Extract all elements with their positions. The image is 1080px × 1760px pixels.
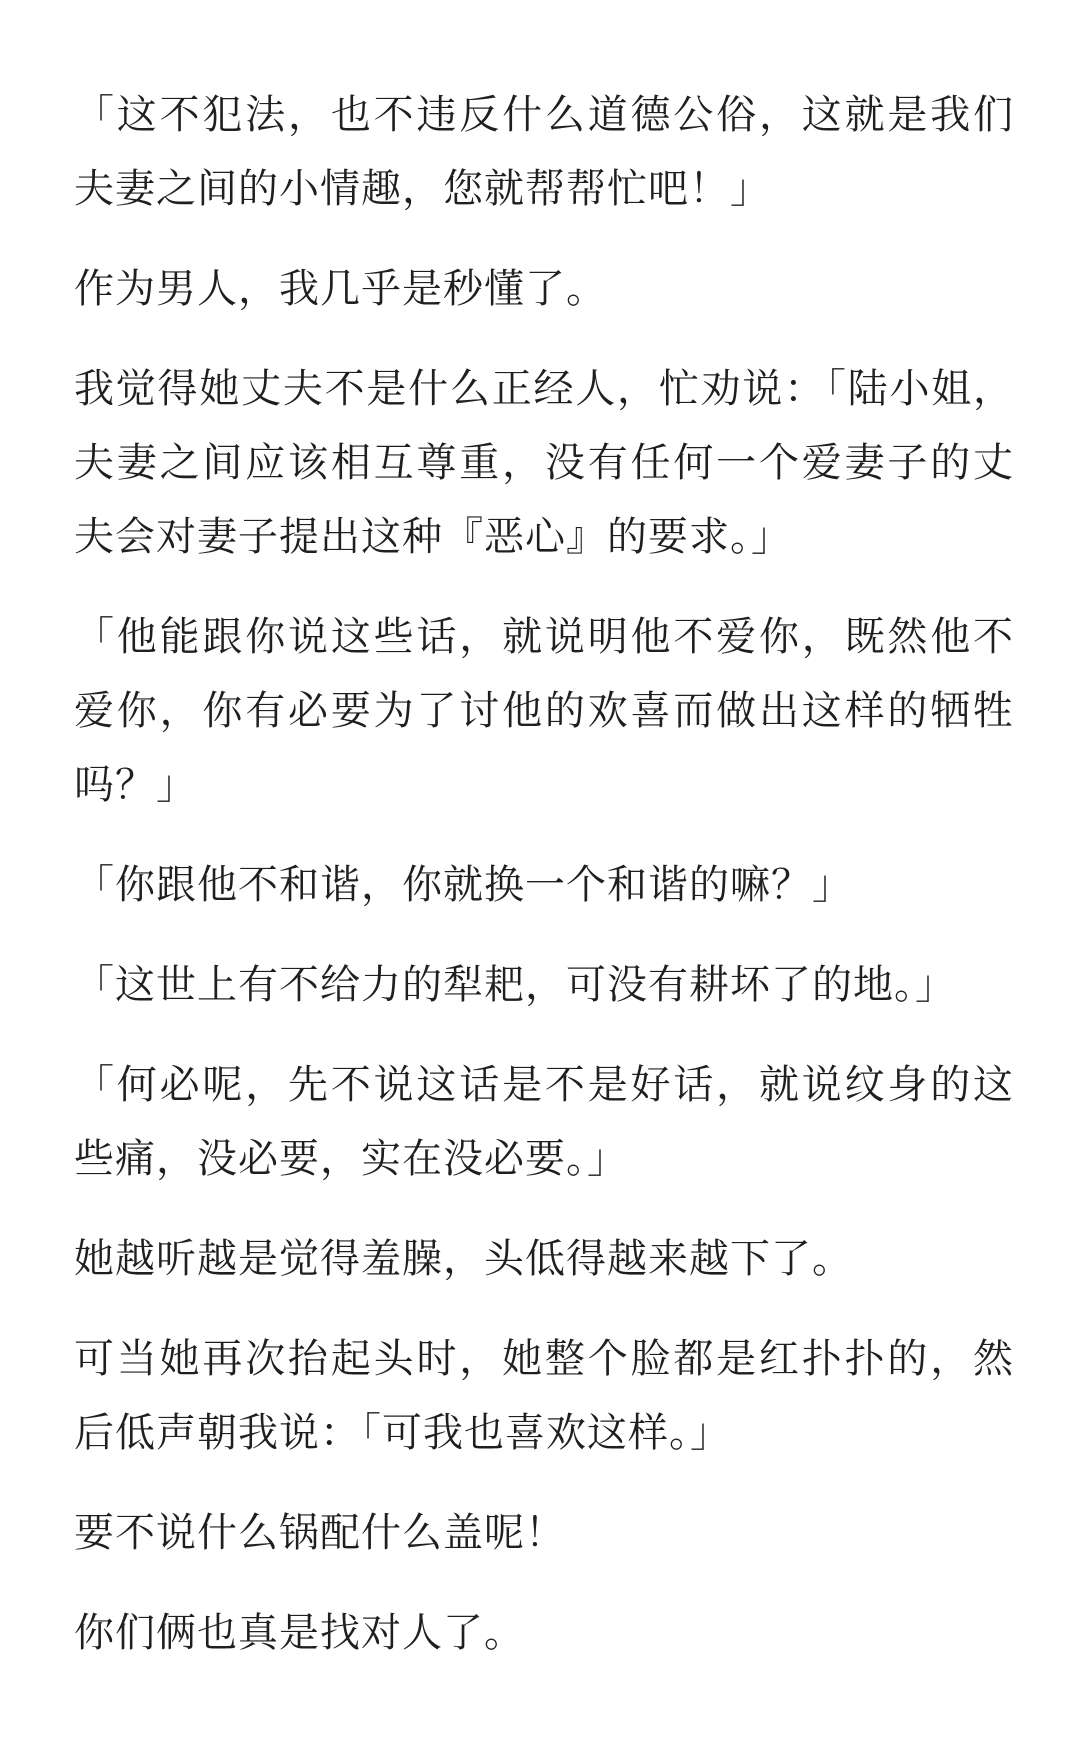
- paragraph-8: 她越听越是觉得羞臊，头低得越来越下了。: [74, 1236, 853, 1282]
- paragraph-7: 「何必呢，先不说这话是不是好话，就说纹身的这些痛，没必要，实在没必要。」: [74, 1062, 1014, 1182]
- paragraph-6: 「这世上有不给力的犁耙，可没有耕坏了的地。」: [74, 962, 956, 1008]
- article-body: [74, 78, 1014, 1696]
- paragraph-2: 作为男人，我几乎是秒懂了。: [74, 266, 607, 312]
- paragraph-3: 我觉得她丈夫不是什么正经人，忙劝说：「陆小姐，夫妻之间应该相互尊重，没有任何一个爱妻子的丈夫会对妻子提出这种『恶心』的要求。」: [74, 366, 1014, 560]
- paragraph-4: 「他能跟你说这些话，就说明他不爱你，既然他不爱你，你有必要为了讨他的欢喜而做出这样的牺牲吗？」: [74, 614, 1014, 808]
- paragraph-9: 可当她再次抬起头时，她整个脸都是红扑扑的，然后低声朝我说：「可我也喜欢这样。」: [74, 1336, 1014, 1456]
- paragraph-11: 你们俩也真是找对人了。: [74, 1610, 525, 1656]
- paragraph-5: 「你跟他不和谐，你就换一个和谐的嘛？」: [74, 862, 853, 908]
- paragraph-10: 要不说什么锅配什么盖呢！: [74, 1510, 566, 1556]
- paragraph-1: 「这不犯法，也不违反什么道德公俗，这就是我们夫妻之间的小情趣，您就帮帮忙吧！」: [74, 92, 1014, 212]
